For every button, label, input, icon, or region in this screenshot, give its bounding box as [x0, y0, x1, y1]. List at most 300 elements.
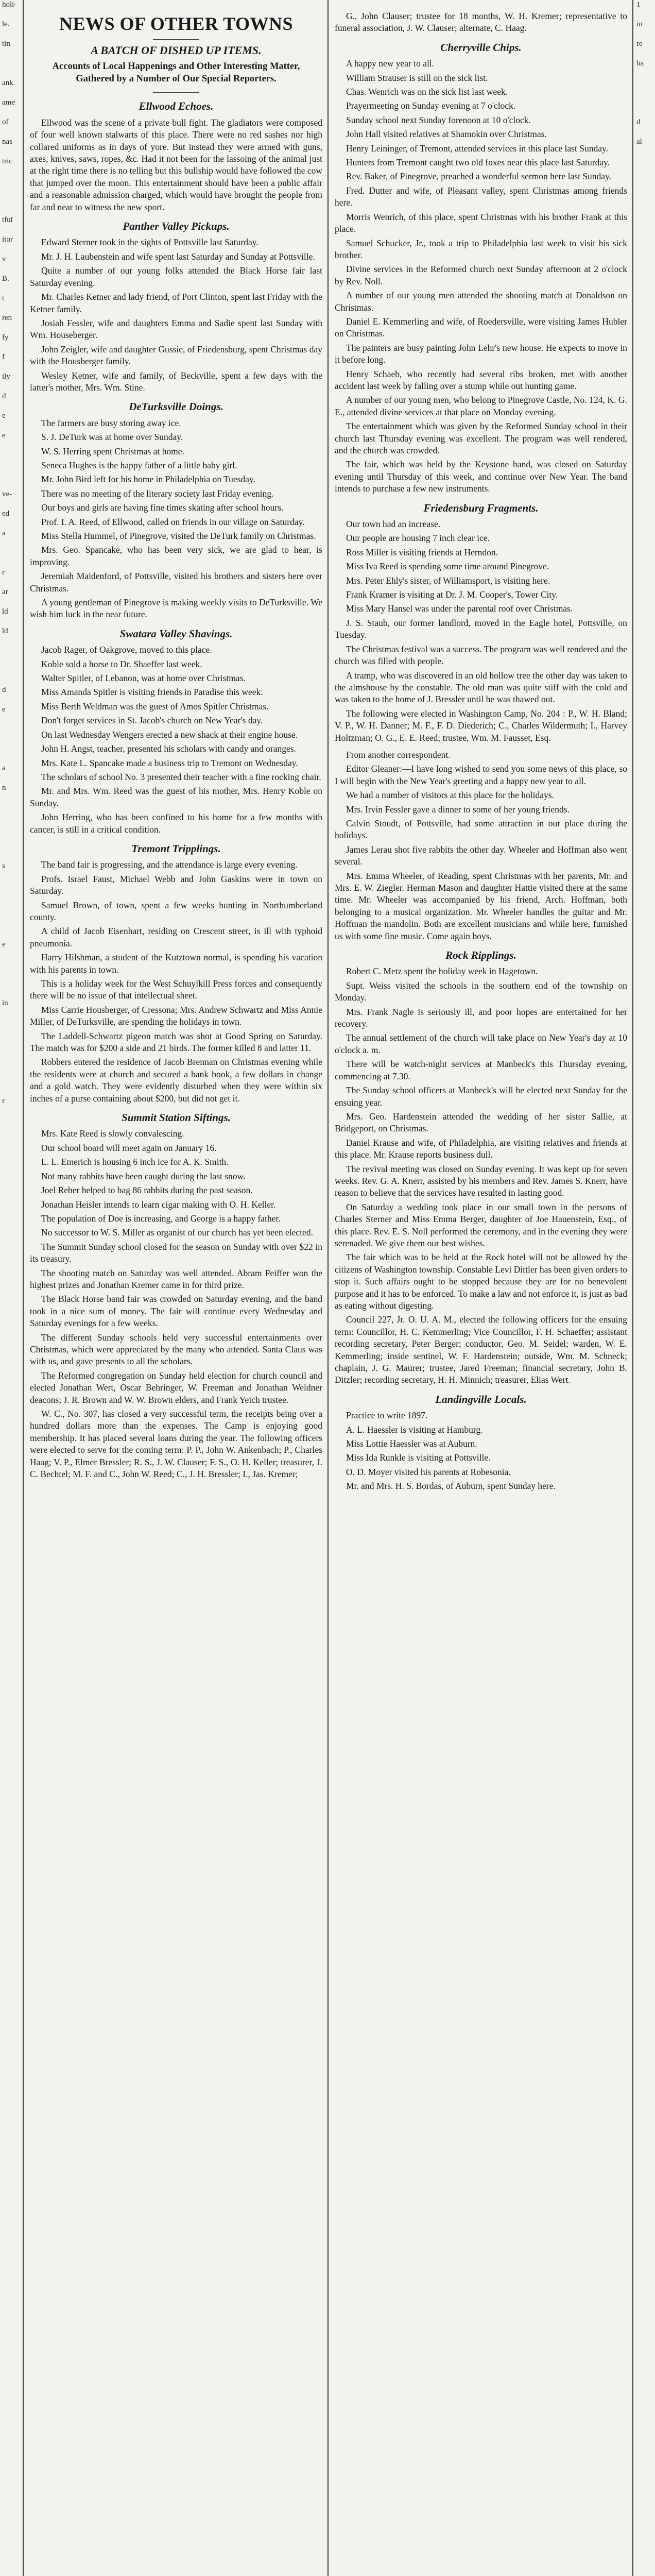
news-item: Joel Reber helped to bag 86 rabbits during the past season. — [41, 1185, 253, 1196]
news-item: Robbers entered the residence of Jacob Brennan on Christmas evening while the residents were at church and secured a bank book, a few dollars in change and a gold watch. They were evidently disturbed when they were within six inches of a purse containing about $200, but did not get it. — [30, 1057, 322, 1104]
margin-fragment: itor — [2, 235, 13, 244]
margin-fragment: r — [2, 1097, 5, 1105]
news-item: The revival meeting was closed on Sunday evening. It was kept up for seven weeks. Rev. G. A. Knerr, assisted by his members and Rev. James S. Knerr, have reason to believe that the services have resulted in lasting good. — [335, 1163, 627, 1198]
news-item: A. L. Haessler is visiting at Hamburg. — [346, 1424, 483, 1435]
margin-fragment — [636, 1057, 653, 1077]
margin-fragment — [2, 1801, 21, 1821]
news-section — [30, 1112, 322, 1480]
news-item: W. S. Herring spent Christmas at home. — [41, 446, 184, 456]
margin-fragment — [636, 1253, 653, 1273]
margin-fragment — [2, 1429, 21, 1449]
margin-fragment — [2, 1116, 21, 1136]
margin-fragment — [636, 1449, 653, 1468]
news-item: John Herring, who has been confined to his home for a few months with cancer, is still in a critical condition. — [30, 812, 322, 835]
margin-fragment — [2, 2349, 21, 2369]
news-item: A happy new year to all. — [346, 58, 435, 69]
margin-fragment — [2, 2428, 21, 2447]
news-item: Edward Sterner took in the sights of Pottsville last Saturday. — [41, 237, 258, 248]
margin-fragment: in — [2, 999, 8, 1007]
news-item: John Hall visited relatives at Shamokin over Christmas. — [346, 129, 547, 140]
sections-column-b — [335, 10, 627, 1493]
news-item: The following were elected in Washington Camp, No. 204 : P., W. H. Bland; V. P., W. H. Danner; M. F., F. D. Diederich; C., Charles Wildermuth; I., Harvey Holtzman; O. G., E. E. Reed; trustee, Wm. M. Fausset, Esq. — [335, 708, 627, 743]
margin-fragment — [636, 803, 653, 822]
margin-fragment — [2, 1057, 21, 1077]
news-item: Chas. Wenrich was on the sick list last week. — [346, 87, 508, 97]
margin-fragment — [2, 646, 21, 666]
margin-fragment — [636, 1390, 653, 1410]
margin-fragment — [636, 2212, 653, 2232]
margin-fragment — [636, 2565, 653, 2576]
margin-fragment — [2, 1038, 21, 1057]
margin-fragment — [636, 1547, 653, 1566]
margin-fragment — [2, 1938, 21, 1958]
news-item: Wesley Ketner, wife and family, of Beckville, spent a few days with the latter's mother, Mrs. Wm. Stine. — [30, 370, 322, 393]
margin-fragment — [636, 1273, 653, 1292]
margin-fragment — [636, 470, 653, 489]
margin-fragment — [636, 489, 653, 509]
news-item: The fair which was to be held at the Rock hotel will not be allowed by the citizens of Washington township. Constable Levi Dittler has been given orders to stop it. Such affairs ought to be stopped because they are for no benevolent purpose and it has to be enforced. To make a law and not enforce it, is just as bad as eating without digesting. — [335, 1252, 628, 1311]
margin-fragment — [2, 1586, 21, 1605]
margin-fragment — [2, 1253, 21, 1273]
margin-fragment — [636, 431, 653, 450]
margin-fragment — [636, 2114, 653, 2134]
news-section — [30, 843, 322, 1105]
news-item: Seneca Hughes is the happy father of a little baby girl. — [41, 460, 237, 470]
margin-fragment — [636, 176, 653, 196]
news-item: Harry Hilshman, a student of the Kutztown normal, is spending his vacation with his parents in town. — [30, 952, 322, 975]
margin-fragment: n — [2, 784, 6, 792]
margin-fragment: B. — [2, 275, 9, 283]
margin-fragment — [2, 1331, 21, 1351]
news-section — [335, 950, 627, 1386]
section-title: Friedensburg Fragments. — [423, 501, 539, 514]
news-item: The scholars of school No. 3 presented their teacher with a fine rocking chair. — [41, 771, 321, 782]
margin-fragment — [636, 1292, 653, 1312]
margin-fragment — [2, 2408, 21, 2428]
subhead: A BATCH OF DISHED UP ITEMS. — [91, 44, 262, 57]
margin-fragment — [636, 392, 653, 411]
news-item: Miss Lottie Haessler was at Auburn. — [346, 1438, 477, 1449]
news-item: Miss Carrie Housberger, of Cressona; Mrs. Andrew Schwartz and Miss Annie Miller, of DeTurksville, are spending the holidays in town. — [30, 1004, 322, 1027]
margin-fragment — [636, 2428, 653, 2447]
news-item: Practice to write 1897. — [346, 1410, 428, 1421]
news-item: The annual settlement of the church will take place on New Year's day at 10 o'clock a. m. — [335, 1032, 627, 1055]
column-rule-left — [23, 0, 24, 2576]
margin-fragment — [2, 1018, 21, 1038]
margin-fragment — [636, 1840, 653, 1860]
news-section — [30, 221, 322, 394]
margin-fragment: nas — [2, 138, 12, 146]
margin-fragment: t — [2, 294, 5, 302]
margin-fragment — [636, 2271, 653, 2291]
news-item: The shooting match on Saturday was well attended. Abram Peiffer won the highest prizes and Jonathan Kremer came in for third prize. — [30, 1267, 322, 1290]
news-item: The entertainment which was given by the Reformed Sunday school in their church last Thursday evening was excellent. The program was well rendered, and the church was crowded. — [335, 421, 627, 455]
news-item: A child of Jacob Eisenhart, residing on Crescent street, is ill with typhoid pneumonia. — [30, 926, 322, 948]
margin-fragment — [2, 196, 21, 215]
news-item: Not many rabbits have been caught during the last snow. — [41, 1171, 246, 1181]
margin-fragment: re — [636, 40, 643, 48]
news-item: James Lerau shot five rabbits the other day. Wheeler and Hoffman also went several. — [335, 844, 627, 867]
margin-fragment — [636, 705, 653, 724]
margin-fragment: tful — [2, 216, 13, 224]
news-item: Quite a number of our young folks attended the Black Horse fair last Saturday evening. — [30, 265, 322, 288]
margin-fragment: ld — [2, 627, 8, 635]
news-item: Our school board will meet again on January 16. — [41, 1142, 217, 1153]
section-title: Panther Valley Pickups. — [123, 220, 230, 233]
news-item: Calvin Stoudt, of Pottsville, had some attraction in our place during the holidays. — [335, 818, 627, 841]
margin-fragment: a — [2, 764, 6, 772]
margin-fragment — [636, 1018, 653, 1038]
margin-fragment — [636, 2193, 653, 2212]
margin-fragment — [2, 822, 21, 842]
margin-fragment — [636, 2016, 653, 2036]
news-item: From another correspondent. — [346, 749, 451, 760]
margin-fragment — [2, 666, 21, 685]
margin-fragment — [636, 1684, 653, 1703]
news-item: Daniel E. Kemmerling and wife, of Roedersville, were visiting James Hubler on Christmas. — [335, 316, 627, 339]
margin-fragment — [2, 470, 21, 489]
margin-fragment — [2, 1390, 21, 1410]
margin-fragment — [2, 2330, 21, 2349]
margin-fragment — [2, 1449, 21, 1468]
margin-fragment — [636, 196, 653, 215]
margin-fragment — [2, 1684, 21, 1703]
news-item: There was no meeting of the literary society last Friday evening. — [41, 488, 274, 499]
margin-fragment — [636, 724, 653, 744]
news-item: Miss Stella Hummel, of Pinegrove, visited the DeTurk family on Christmas. — [41, 531, 316, 541]
margin-fragment — [636, 2526, 653, 2545]
margin-fragment — [2, 1958, 21, 1977]
margin-fragment — [2, 1175, 21, 1194]
margin-fragment — [636, 2075, 653, 2095]
margin-fragment — [636, 1605, 653, 1625]
news-item: Ross Miller is visiting friends at Herndon. — [346, 547, 498, 557]
margin-fragment — [2, 2506, 21, 2526]
margin-fragment — [2, 1723, 21, 1742]
margin-fragment — [636, 1664, 653, 1684]
margin-fragment — [2, 2291, 21, 2310]
margin-fragment: e — [2, 705, 6, 714]
margin-fragment — [636, 2486, 653, 2506]
column-main — [30, 10, 322, 1485]
margin-fragment — [636, 1723, 653, 1742]
margin-fragment — [2, 2388, 21, 2408]
margin-fragment — [636, 1507, 653, 1527]
margin-fragment — [636, 1821, 653, 1840]
margin-fragment — [636, 1468, 653, 1488]
margin-fragment — [636, 607, 653, 626]
margin-fragment — [636, 783, 653, 803]
margin-fragment: of — [2, 118, 9, 126]
margin-fragment — [636, 2506, 653, 2526]
margin-fragment — [636, 2173, 653, 2193]
margin-fragment — [636, 157, 653, 176]
margin-fragment — [636, 1879, 653, 1899]
news-item: Mr. Charles Ketner and lady friend, of Port Clinton, spent last Friday with the Ketner family. — [30, 292, 322, 314]
news-section — [30, 628, 322, 836]
news-item: The different Sunday schools held very successful entertainments over Christmas, which were appreciated by the many who attended. Santa Claus was with us, and gave presents to all the scholars. — [30, 1332, 322, 1367]
news-item: William Strauser is still on the sick list. — [346, 72, 488, 83]
margin-fragment — [636, 78, 653, 98]
news-item: The farmers are busy storing away ice. — [41, 417, 181, 428]
news-item: John H. Angst, teacher, presented his scholars with candy and oranges. — [41, 743, 297, 754]
margin-fragment — [636, 352, 653, 372]
margin-fragment — [636, 2291, 653, 2310]
news-item: Fred. Dutter and wife, of Pleasant valley, spent Christmas among friends here. — [335, 185, 627, 208]
news-item: Mr. and Mrs. H. S. Bordas, of Auburn, spent Sunday here. — [346, 1481, 556, 1492]
section-title: Swatara Valley Shavings. — [119, 627, 233, 640]
margin-fragment: ed — [2, 510, 10, 518]
margin-fragment — [636, 411, 653, 431]
column-rule-right — [632, 0, 633, 2576]
margin-fragment — [2, 1762, 21, 1782]
margin-fragment — [2, 1155, 21, 1175]
news-section — [335, 10, 627, 35]
margin-fragment — [636, 1370, 653, 1390]
section-title: Summit Station Siftings. — [122, 1111, 231, 1124]
margin-fragment — [636, 822, 653, 842]
margin-fragment — [2, 2056, 21, 2075]
margin-fragment — [2, 2036, 21, 2056]
masthead: NEWS OF OTHER TOWNS — [59, 13, 293, 34]
margin-fragment — [636, 1312, 653, 1331]
column-rule-center — [328, 0, 329, 2576]
news-item: Prayermeeting on Sunday evening at 7 o'clock. — [346, 100, 516, 111]
margin-fragment — [2, 1977, 21, 1997]
margin-fragment — [2, 724, 21, 744]
margin-fragment — [636, 568, 653, 587]
margin-fragment — [636, 1429, 653, 1449]
margin-fragment — [636, 2388, 653, 2408]
margin-fragment: al — [636, 138, 642, 146]
news-item: A young gentleman of Pinegrove is making weekly visits to DeTurksville. We wish him luck in the near future. — [30, 597, 322, 620]
margin-fragment — [636, 1175, 653, 1194]
news-item: Jacob Rager, of Oakgrove, moved to this place. — [41, 645, 212, 655]
margin-fragment: d — [636, 118, 641, 126]
news-item: The population of Doe is increasing, and George is a happy father. — [41, 1213, 281, 1224]
news-item: Koble sold a horse to Dr. Shaeffer last week. — [41, 658, 202, 669]
news-item: Prof. I. A. Reed, of Ellwood, called on friends in our village on Saturday. — [41, 516, 305, 527]
margin-fragment — [2, 1625, 21, 1645]
margin-fragment — [2, 881, 21, 901]
news-item: There will be watch-night services at Manbeck's this Thursday evening, commencing at 7.30. — [335, 1059, 627, 1081]
margin-fragment — [2, 1782, 21, 1801]
right-margin-column-fragments — [636, 0, 653, 2576]
news-item: Profs. Israel Faust, Michael Webb and John Gaskins were in town on Saturday. — [30, 873, 322, 896]
margin-fragment — [2, 548, 21, 568]
margin-fragment — [2, 1507, 21, 1527]
news-item: No successor to W. S. Miller as organist of our church has yet been elected. — [41, 1227, 313, 1238]
margin-fragment: ld — [2, 607, 8, 616]
margin-fragment — [636, 1488, 653, 1507]
margin-fragment — [636, 1801, 653, 1821]
margin-fragment: ba — [636, 59, 644, 67]
margin-fragment: holi- — [2, 1, 17, 9]
margin-fragment — [2, 2565, 21, 2576]
news-item: Morris Wenrich, of this place, spent Christmas with his brother Frank at this place. — [335, 211, 627, 234]
section-title: Tremont Tripplings. — [131, 842, 221, 855]
margin-fragment — [2, 959, 21, 979]
margin-fragment — [636, 215, 653, 235]
news-item: Henry Schaeb, who recently had several ribs broken, met with another accident last week by falling over a stump while out hunting game. — [335, 368, 627, 391]
margin-fragment — [2, 1233, 21, 1253]
margin-fragment — [2, 1527, 21, 1547]
margin-fragment — [636, 1958, 653, 1977]
margin-fragment — [2, 1899, 21, 1919]
margin-fragment — [636, 1762, 653, 1782]
news-item: Miss Amanda Spitler is visiting friends in Paradise this week. — [41, 687, 263, 698]
margin-fragment — [636, 959, 653, 979]
margin-fragment — [2, 1136, 21, 1155]
margin-fragment: ren — [2, 314, 12, 322]
news-item: Samuel Brown, of town, spent a few weeks hunting in Northumberland county. — [30, 900, 322, 922]
news-item: A number of our young men, who belong to Pinegrove Castle, No. 124, K. G. E., attended divine services at that place on Monday evening. — [335, 395, 627, 417]
margin-fragment — [636, 2349, 653, 2369]
sections-column-a — [30, 100, 322, 1480]
margin-fragment — [2, 450, 21, 470]
news-item: Mr. John Bird left for his home in Philadelphia on Tuesday. — [41, 474, 255, 485]
margin-fragment: tric — [2, 157, 12, 165]
margin-fragment — [636, 1038, 653, 1057]
news-item: Supt. Weiss visited the schools in the southern end of the township on Monday. — [335, 980, 627, 1003]
news-item: Mrs. Frank Nagle is seriously ill, and poor hopes are entertained for her recovery. — [335, 1006, 627, 1029]
news-item: Miss Iva Reed is spending some time around Pinegrove. — [346, 561, 549, 572]
margin-fragment: ar — [2, 588, 8, 596]
margin-fragment — [636, 1625, 653, 1645]
deck: Accounts of Local Happenings and Other Interesting Matter, Gathered by a Number of Our Special Reporters. — [52, 61, 300, 84]
margin-fragment — [636, 1194, 653, 1214]
margin-fragment — [2, 803, 21, 822]
news-item: Sunday school next Sunday forenoon at 10 o'clock. — [346, 114, 531, 125]
margin-fragment — [636, 1351, 653, 1370]
news-item: Mrs. Emma Wheeler, of Reading, spent Christmas with her parents, Mr. and Mrs. E. W. Ziegler. Herman Mason and daughter Hattie visited there at the same time. Mr. Wheeler was accompanied by his friend, Arch. Hoffman, both belonging to a musical organization. Mr. Wheeler handles the guitar and Mr. Hoffman the mandolin. Both are excellent musicians and while here, furnished us with some fine music. Come again boys. — [335, 870, 627, 941]
margin-fragment — [636, 901, 653, 920]
margin-fragment: 1 — [636, 1, 641, 9]
margin-fragment — [2, 1566, 21, 1586]
news-item: On last Wednesday Wengers erected a new shack at their engine house. — [41, 729, 298, 740]
margin-fragment — [636, 313, 653, 333]
news-item: Mrs. Geo. Hardenstein attended the wedding of her sister Sallie, at Bridgeport, on Christmas. — [335, 1111, 627, 1134]
margin-fragment: ve- — [2, 490, 12, 498]
margin-fragment — [636, 2036, 653, 2056]
column-second — [335, 10, 627, 1498]
news-item: Jeremiah Maidenford, of Pottsville, visited his brothers and sisters here over Christmas. — [30, 571, 322, 594]
news-item: Mrs. Geo. Spancake, who has been very sick, we are glad to hear, is improving. — [30, 545, 322, 567]
margin-fragment: v — [2, 255, 6, 263]
margin-fragment — [636, 1214, 653, 1233]
margin-fragment — [2, 1997, 21, 2016]
margin-fragment — [2, 2251, 21, 2271]
margin-fragment — [636, 1566, 653, 1586]
margin-fragment — [636, 646, 653, 666]
margin-fragment: ily — [2, 372, 10, 381]
divider — [153, 92, 199, 93]
margin-fragment — [2, 2134, 21, 2154]
news-item: The Black Horse band fair was crowded on Saturday evening, and the band took in a nice sum of money. The fair will continue every Wednesday and Saturday evenings for a few weeks. — [30, 1294, 322, 1329]
margin-fragment: ank. — [2, 79, 15, 87]
section-title: DeTurksville Doings. — [129, 400, 223, 413]
margin-fragment — [636, 255, 653, 274]
news-item: J. S. Staub, our former landlord, moved in the Eagle hotel, Pottsville, on Tuesday. — [335, 617, 627, 640]
news-item: Miss Berth Weldman was the guest of Amos Spitler Christmas. — [41, 701, 269, 711]
margin-fragment — [2, 1312, 21, 1331]
news-item: The Laddell-Schwartz pigeon match was shot at Good Spring on Saturday. The match was for $200 a side and 21 birds. The former killed 8 and latter 11. — [30, 1030, 322, 1054]
margin-fragment — [2, 2545, 21, 2565]
margin-fragment — [636, 979, 653, 998]
margin-fragment — [636, 2310, 653, 2330]
margin-fragment — [2, 2075, 21, 2095]
news-item: John Zeigler, wife and daughter Gussie, of Friedensburg, spent Christmas day with the Housberger family. — [30, 344, 322, 367]
news-item: The Christmas festival was a success. The program was well rendered and the church was filled with people. — [335, 643, 627, 667]
margin-fragment — [636, 998, 653, 1018]
news-item: Rev. Baker, of Pinegrove, preached a wonderful sermon here last Sunday. — [346, 171, 612, 182]
margin-fragment — [2, 744, 21, 764]
margin-fragment: e — [2, 431, 6, 439]
margin-fragment — [2, 1488, 21, 1507]
margin-fragment — [2, 59, 21, 78]
news-item: On Saturday a wedding took place in our small town in the persons of Charles Sterner and Miss Emma Berger, daughter of Joe Hauenstein, Esq., of this place. Rev. E. S. Noll performed the ceremony, and in the evening they were serenaded. We give them our best wishes. — [335, 1201, 627, 1248]
margin-fragment — [636, 2447, 653, 2467]
margin-fragment — [636, 1919, 653, 1938]
margin-fragment — [2, 1919, 21, 1938]
news-item: This is a holiday week for the West Schuylkill Press forces and consequently there will be no issue of that intellectual sheet. — [30, 978, 322, 1001]
margin-fragment — [636, 2095, 653, 2114]
margin-fragment: fy — [2, 333, 9, 342]
margin-fragment: r — [2, 568, 5, 577]
margin-fragment — [636, 626, 653, 646]
margin-fragment — [636, 1233, 653, 1253]
news-item: Miss Ida Runkle is visiting at Pottsville. — [346, 1452, 491, 1463]
margin-fragment — [636, 333, 653, 352]
margin-fragment — [636, 861, 653, 881]
news-section — [335, 749, 627, 942]
margin-fragment — [2, 1879, 21, 1899]
section-title: Ellwood Echoes. — [139, 100, 214, 113]
margin-fragment — [2, 2271, 21, 2291]
news-item: A number of our young men attended the shooting match at Donaldson on Christmas. — [335, 290, 627, 313]
margin-fragment — [2, 1703, 21, 1723]
margin-fragment — [2, 1194, 21, 1214]
margin-fragment — [636, 1136, 653, 1155]
margin-fragment — [636, 98, 653, 117]
news-item: The Reformed congregation on Sunday held election for church council and elected Jonathan Wert, Oscar Behringer, W. Freeman and Jonathan Weldner deacons; J. R. Brown and W. W. Brown elders, and Frank Yeich trustee. — [30, 1370, 322, 1405]
margin-fragment: e — [2, 940, 6, 948]
margin-fragment — [636, 274, 653, 294]
margin-fragment: le. — [2, 20, 10, 28]
margin-fragment: e — [2, 412, 6, 420]
section-title: Cherryville Chips. — [440, 41, 522, 54]
margin-fragment: f — [2, 353, 5, 361]
margin-fragment — [2, 2232, 21, 2251]
news-item: We had a number of visitors at this place for the holidays. — [346, 790, 554, 801]
margin-fragment — [2, 901, 21, 920]
margin-fragment — [2, 842, 21, 861]
margin-fragment — [636, 744, 653, 764]
margin-fragment — [636, 764, 653, 783]
margin-fragment — [2, 2447, 21, 2467]
margin-fragment — [2, 2486, 21, 2506]
news-item: Mrs. Irvin Fessler gave a dinner to some of her young friends. — [346, 804, 570, 815]
section-title: Landingville Locals. — [435, 1393, 527, 1405]
margin-fragment — [2, 920, 21, 940]
margin-fragment — [636, 1703, 653, 1723]
margin-fragment — [636, 685, 653, 705]
margin-fragment — [2, 979, 21, 998]
margin-fragment — [636, 1077, 653, 1096]
margin-fragment — [636, 1645, 653, 1664]
margin-fragment — [2, 1077, 21, 1096]
margin-fragment — [636, 548, 653, 568]
